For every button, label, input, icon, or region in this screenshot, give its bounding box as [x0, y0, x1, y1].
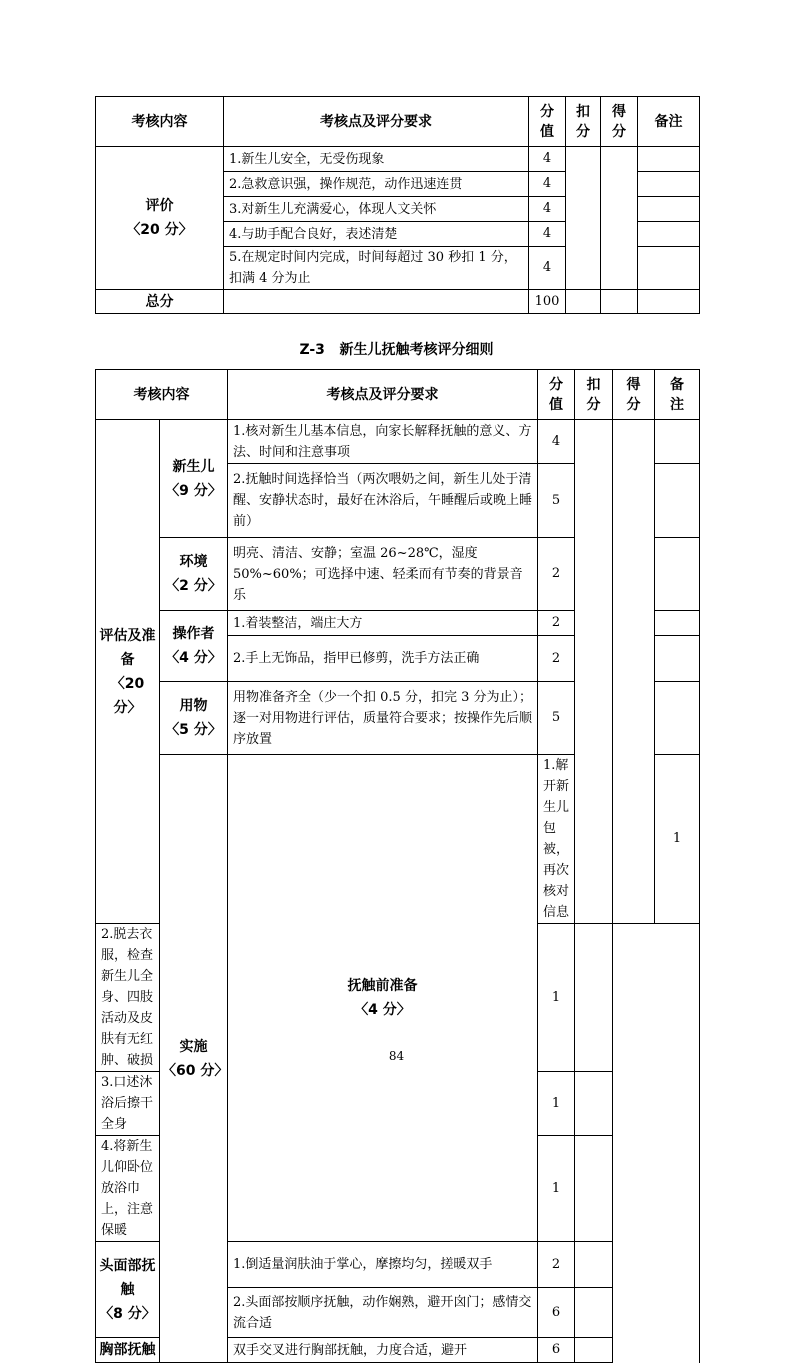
- get-cell: [613, 420, 655, 924]
- total-label: 总分: [96, 290, 224, 314]
- section-name: 评估及准备: [99, 627, 156, 668]
- group-name: 用物: [179, 698, 208, 714]
- criteria-text: 1.核对新生儿基本信息，向家长解释抚触的意义、方法、时间和注意事项: [228, 420, 538, 464]
- remark-cell: [638, 197, 700, 222]
- group-chest-touch: [96, 1338, 160, 1363]
- group-score: 〈4 分〉: [354, 1002, 411, 1018]
- deduct-cell: [566, 147, 601, 290]
- deduct-cell: [575, 420, 613, 924]
- header-remark: 备注: [655, 370, 700, 420]
- header-remark: 备注: [638, 97, 700, 147]
- criteria-score: 4: [529, 172, 566, 197]
- get-cell: [601, 147, 638, 290]
- evaluation-table: [95, 96, 700, 314]
- group-name: 环境: [179, 554, 208, 570]
- header-get: 得分: [613, 370, 655, 420]
- criteria-score: 2: [538, 538, 575, 611]
- criteria-text: 1.解开新生儿包被，再次核对信息: [538, 755, 575, 924]
- header-get: 得分: [601, 97, 638, 147]
- header-points: 考核点及评分要求: [228, 370, 538, 420]
- criteria-score: 1: [655, 755, 700, 924]
- remark-cell: [575, 1338, 613, 1363]
- criteria-text: 2.抚触时间选择恰当（两次喂奶之间，新生儿处于清醒、安静状态时，最好在沐浴后，午睡醒后或晚上睡前）: [228, 464, 538, 538]
- total-get-cell: [601, 290, 638, 314]
- remark-cell: [638, 247, 700, 290]
- remark-cell: [655, 420, 700, 464]
- criteria-score: 4: [529, 247, 566, 290]
- touch-scoring-table: [95, 369, 700, 1363]
- group-supplies: [160, 682, 228, 755]
- criteria-score: 6: [538, 1338, 575, 1363]
- group-newborn: [160, 420, 228, 538]
- group-score: 〈2 分〉: [165, 578, 222, 594]
- table-title: Z-3 新生儿抚触考核评分细则: [299, 342, 494, 358]
- total-points-cell: [224, 290, 529, 314]
- remark-cell: [638, 147, 700, 172]
- criteria-score: 2: [538, 636, 575, 682]
- group-name: 抚触前准备: [347, 978, 418, 994]
- criteria-text: 4.将新生儿仰卧位放浴巾上，注意保暖: [96, 1136, 160, 1242]
- criteria-text: 3.口述沐浴后擦干全身: [96, 1072, 160, 1136]
- criteria-score: 4: [538, 420, 575, 464]
- criteria-text: 2.急救意识强，操作规范，动作迅速连贯: [224, 172, 529, 197]
- criteria-text: 1.着装整洁，端庄大方: [228, 611, 538, 636]
- remark-cell: [655, 682, 700, 755]
- header-content: 考核内容: [96, 97, 224, 147]
- remark-cell: [638, 222, 700, 247]
- criteria-text: 4.与助手配合良好，表述清楚: [224, 222, 529, 247]
- criteria-score: 2: [538, 611, 575, 636]
- criteria-score: 2: [538, 1242, 575, 1288]
- group-score: 〈4 分〉: [165, 650, 222, 666]
- section-score: 〈20 分〉: [126, 222, 193, 238]
- group-name: 胸部抚触: [99, 1342, 156, 1358]
- page-number: 84: [388, 1049, 405, 1063]
- group-operator: [160, 611, 228, 682]
- section-score: 〈20 分〉: [110, 675, 145, 716]
- criteria-text: 双手交叉进行胸部抚触，力度合适，避开: [228, 1338, 538, 1363]
- group-name: 头面部抚触: [99, 1257, 156, 1298]
- remark-cell: [655, 611, 700, 636]
- remark-cell: [575, 1136, 613, 1242]
- remark-cell: [575, 1072, 613, 1136]
- criteria-text: 用物准备齐全（少一个扣 0.5 分，扣完 3 分为止）；逐一对用物进行评估，质量符合要求；按操作先后顺序放置: [228, 682, 538, 755]
- section-evaluation: [96, 147, 224, 290]
- total-remark-cell: [638, 290, 700, 314]
- header-score: 分值: [529, 97, 566, 147]
- header-score: 分值: [538, 370, 575, 420]
- criteria-text: 1.倒适量润肤油于掌心，摩擦均匀，搓暖双手: [228, 1242, 538, 1288]
- criteria-score: 6: [538, 1288, 575, 1338]
- section-score: 〈60 分〉: [162, 1062, 229, 1079]
- criteria-score: 1: [538, 924, 575, 1072]
- criteria-text: 2.手上无饰品，指甲已修剪，洗手方法正确: [228, 636, 538, 682]
- criteria-text: 3.对新生儿充满爱心，体现人文关怀: [224, 197, 529, 222]
- criteria-score: 4: [529, 197, 566, 222]
- criteria-text: 明亮、清洁、安静；室温 26~28℃，湿度 50%~60%；可选择中速、轻柔而有节奏的背景音乐: [228, 538, 538, 611]
- remark-cell: [575, 1242, 613, 1288]
- header-deduct: 扣分: [575, 370, 613, 420]
- criteria-text: 5.在规定时间内完成，时间每超过 30 秒扣 1 分，扣满 4 分为止: [224, 247, 529, 290]
- criteria-score: 5: [538, 464, 575, 538]
- group-score: 〈9 分〉: [165, 482, 222, 499]
- remark-cell: [655, 538, 700, 611]
- criteria-score: 4: [529, 147, 566, 172]
- total-score: 100: [529, 290, 566, 314]
- criteria-text: 1.新生儿安全，无受伤现象: [224, 147, 529, 172]
- group-name: 新生儿: [172, 458, 215, 475]
- group-pre-touch-prep: [228, 755, 538, 1242]
- remark-cell: [655, 636, 700, 682]
- criteria-score: 1: [538, 1136, 575, 1242]
- header-points: 考核点及评分要求: [224, 97, 529, 147]
- section-name: 评价: [145, 198, 174, 214]
- criteria-score: 4: [529, 222, 566, 247]
- criteria-score: 1: [538, 1072, 575, 1136]
- header-deduct: 扣分: [566, 97, 601, 147]
- header-content: 考核内容: [96, 370, 228, 420]
- group-score: 〈5 分〉: [165, 722, 222, 738]
- remark-cell: [638, 172, 700, 197]
- group-name: 操作者: [172, 626, 215, 642]
- group-score: 〈8 分〉: [99, 1305, 156, 1322]
- remark-cell: [655, 464, 700, 538]
- criteria-text: 2.头面部按顺序抚触，动作娴熟，避开囟门；感情交流合适: [228, 1288, 538, 1338]
- total-deduct-cell: [566, 290, 601, 314]
- criteria-score: 5: [538, 682, 575, 755]
- remark-cell: [575, 1288, 613, 1338]
- section-name: 实施: [179, 1038, 208, 1055]
- criteria-text: 2.脱去衣服，检查新生儿全身、四肢活动及皮肤有无红肿、破损: [96, 924, 160, 1072]
- section-assessment-preparation: [96, 420, 160, 924]
- group-head-face-touch: [96, 1242, 160, 1338]
- group-environment: [160, 538, 228, 611]
